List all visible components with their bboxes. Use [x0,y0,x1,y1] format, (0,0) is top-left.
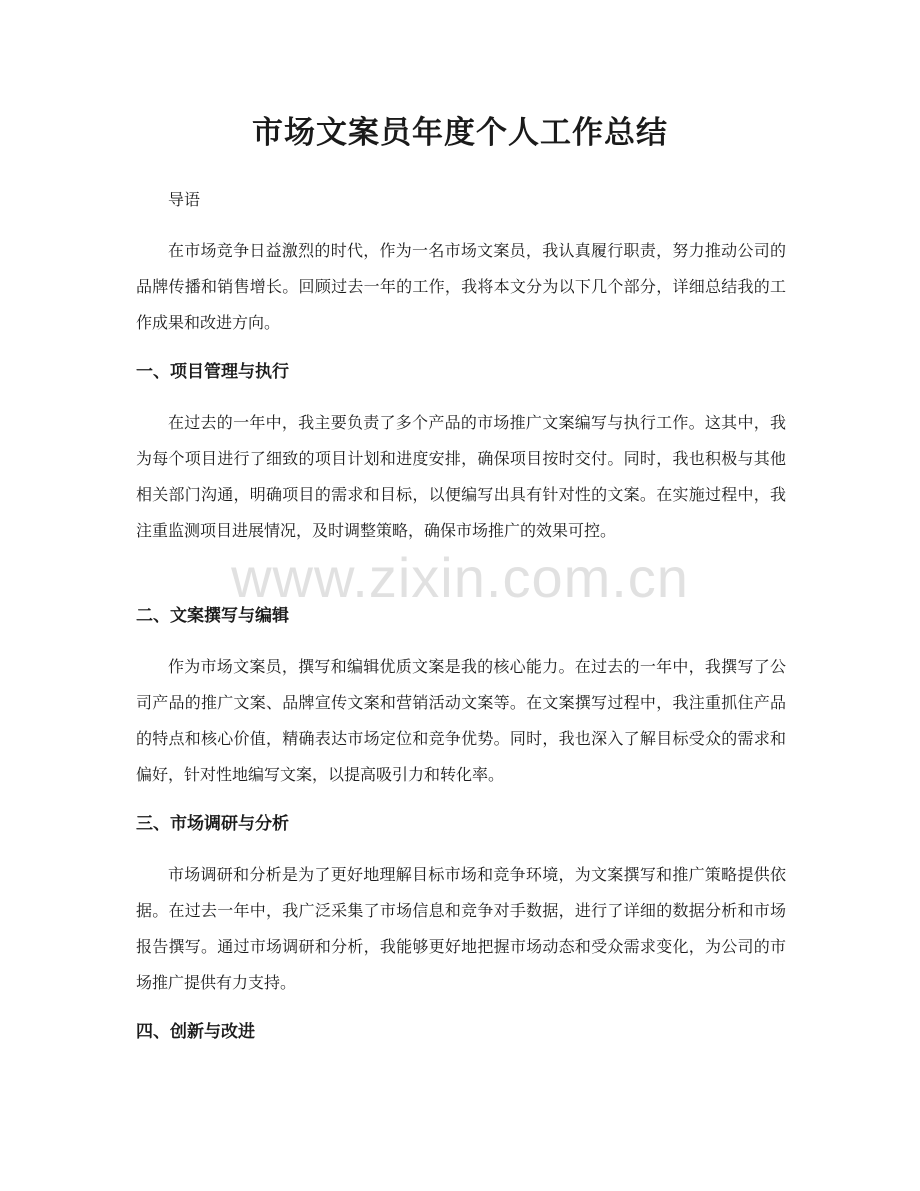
section-heading-project-management: 一、项目管理与执行 [136,362,289,382]
intro-label: 导语 [168,190,201,209]
watermark: www.zixin.com.cn [231,546,689,609]
intro-paragraph: 在市场竞争日益激烈的时代，作为一名市场文案员，我认真履行职责，努力推动公司的品牌传播和销售增长。回顾过去一年的工作，我将本文分为以下几个部分，详细总结我的工作成果和改进方向。 [136,241,786,332]
section-heading-innovation: 四、创新与改进 [136,1022,255,1042]
document-title: 市场文案员年度个人工作总结 [252,115,668,151]
section-body-copywriting: 作为市场文案员，撰写和编辑优质文案是我的核心能力。在过去的一年中，我撰写了公司产品的推广文案、品牌宣传文案和营销活动文案等。在文案撰写过程中，我注重抓住产品的特点和核心价值，精确表达市场定位和竞争优势。同时，我也深入了解目标受众的需求和偏好，针对性地编写文案，以提高吸引力和转化率。 [136,657,786,784]
section-body-market-research: 市场调研和分析是为了更好地理解目标市场和竞争环境，为文案撰写和推广策略提供依据。在过去一年中，我广泛采集了市场信息和竞争对手数据，进行了详细的数据分析和市场报告撰写。通过市场调研和分析，我能够更好地把握市场动态和受众需求变化，为公司的市场推广提供有力支持。 [136,865,786,992]
section-body-project-management: 在过去的一年中，我主要负责了多个产品的市场推广文案编写与执行工作。这其中，我为每个项目进行了细致的项目计划和进度安排，确保项目按时交付。同时，我也积极与其他相关部门沟通，明确项目的需求和目标，以便编写出具有针对性的文案。在实施过程中，我注重监测项目进展情况，及时调整策略，确保市场推广的效果可控。 [136,413,786,540]
section-heading-market-research: 三、市场调研与分析 [136,814,289,834]
section-heading-copywriting: 二、文案撰写与编辑 [136,606,289,626]
